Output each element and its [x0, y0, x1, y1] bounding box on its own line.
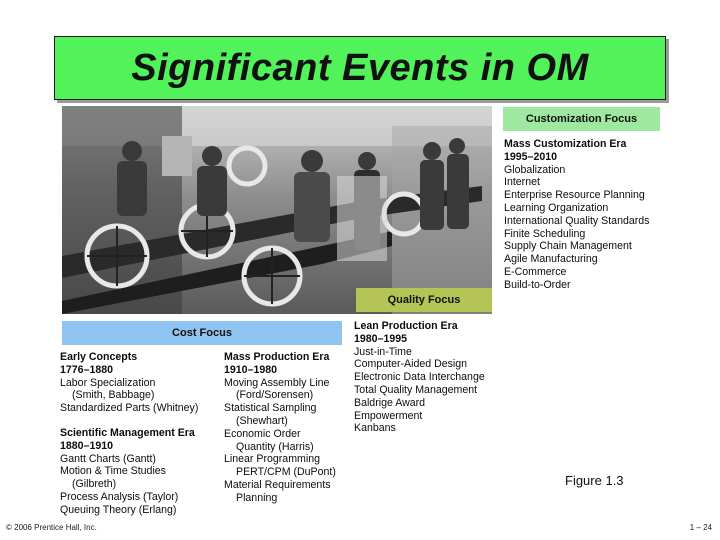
era-list-item: Quantity (Harris)	[236, 440, 314, 453]
era-list-item: Scientific Management Era	[60, 427, 195, 439]
era-list-item: 1910–1980	[224, 363, 278, 376]
era-list-item: Early Concepts	[60, 351, 138, 363]
era-list-item: Total Quality Management	[354, 383, 478, 396]
era-list-item: Planning	[236, 491, 278, 504]
quality-focus-label: Quality Focus	[356, 288, 492, 312]
era-list-item: Motion & Time Studies	[60, 465, 166, 478]
scientific-management-era-list	[60, 427, 195, 517]
era-list-item: Mass Customization Era	[504, 138, 627, 150]
era-list-item: 1980–1995	[354, 332, 408, 345]
era-list-item: PERT/CPM (DuPont)	[236, 466, 336, 479]
customization-focus-label: Customization Focus	[503, 107, 660, 131]
era-list-item: (Smith, Babbage)	[72, 389, 155, 402]
era-list-item: 1880–1910	[60, 439, 114, 452]
era-list-item: Baldrige Award	[354, 396, 426, 409]
era-list-item: Enterprise Resource Planning	[504, 189, 645, 202]
era-list-item: Queuing Theory (Erlang)	[60, 503, 177, 516]
assembly-line-photo-art	[62, 106, 492, 314]
era-list-item: Computer-Aided Design	[354, 358, 468, 371]
era-list-item: Learning Organization	[504, 201, 609, 214]
era-list-item: Statistical Sampling	[224, 402, 317, 415]
era-list-item: Just-in-Time	[354, 345, 412, 358]
figure-label: Figure 1.3	[565, 473, 624, 488]
lean-production-era-list	[354, 320, 485, 435]
era-list-item: (Ford/Sorensen)	[236, 389, 314, 402]
era-list-item: Mass Production Era	[224, 351, 330, 363]
era-list-item: (Gilbreth)	[72, 478, 117, 491]
era-list-item: Agile Manufacturing	[504, 253, 598, 266]
era-list-item: Electronic Data Interchange	[354, 371, 485, 384]
era-list-item: Lean Production Era	[354, 320, 458, 332]
mass-customization-era-list	[504, 138, 649, 292]
copyright-footer: © 2006 Prentice Hall, Inc.	[6, 523, 97, 532]
era-list-item: E-Commerce	[504, 265, 567, 278]
era-list-item: Finite Scheduling	[504, 227, 586, 240]
era-list-item: Linear Programming	[224, 453, 320, 466]
era-list-item: Kanbans	[354, 422, 396, 435]
era-list-item: 1776–1880	[60, 363, 114, 376]
era-list-item: Supply Chain Management	[504, 240, 632, 253]
era-list-item: Standardized Parts (Whitney)	[60, 402, 199, 415]
early-concepts-list	[60, 351, 198, 415]
era-list-item: Build-to-Order	[504, 278, 571, 291]
mass-production-era-list	[224, 351, 336, 505]
title-banner	[54, 36, 666, 100]
era-list-item: International Quality Standards	[504, 214, 650, 227]
era-list-item: Moving Assembly Line	[224, 376, 330, 389]
era-list-item: Globalization	[504, 163, 566, 176]
era-list-item: Gantt Charts (Gantt)	[60, 452, 156, 465]
page-number: 1 – 24	[689, 523, 712, 532]
slide-title: Significant Events in OM	[131, 46, 589, 89]
era-list-item: Labor Specialization	[60, 376, 156, 389]
era-list-item: Empowerment	[354, 409, 423, 422]
era-list-item: Internet	[504, 176, 540, 189]
cost-focus-label: Cost Focus	[62, 321, 342, 345]
era-list-item: Material Requirements	[224, 478, 331, 491]
era-list-item: Economic Order	[224, 427, 301, 440]
era-list-item: (Shewhart)	[236, 414, 288, 427]
assembly-line-photo	[62, 106, 492, 314]
era-list-item: 1995–2010	[504, 150, 558, 163]
era-list-item: Process Analysis (Taylor)	[60, 490, 179, 503]
